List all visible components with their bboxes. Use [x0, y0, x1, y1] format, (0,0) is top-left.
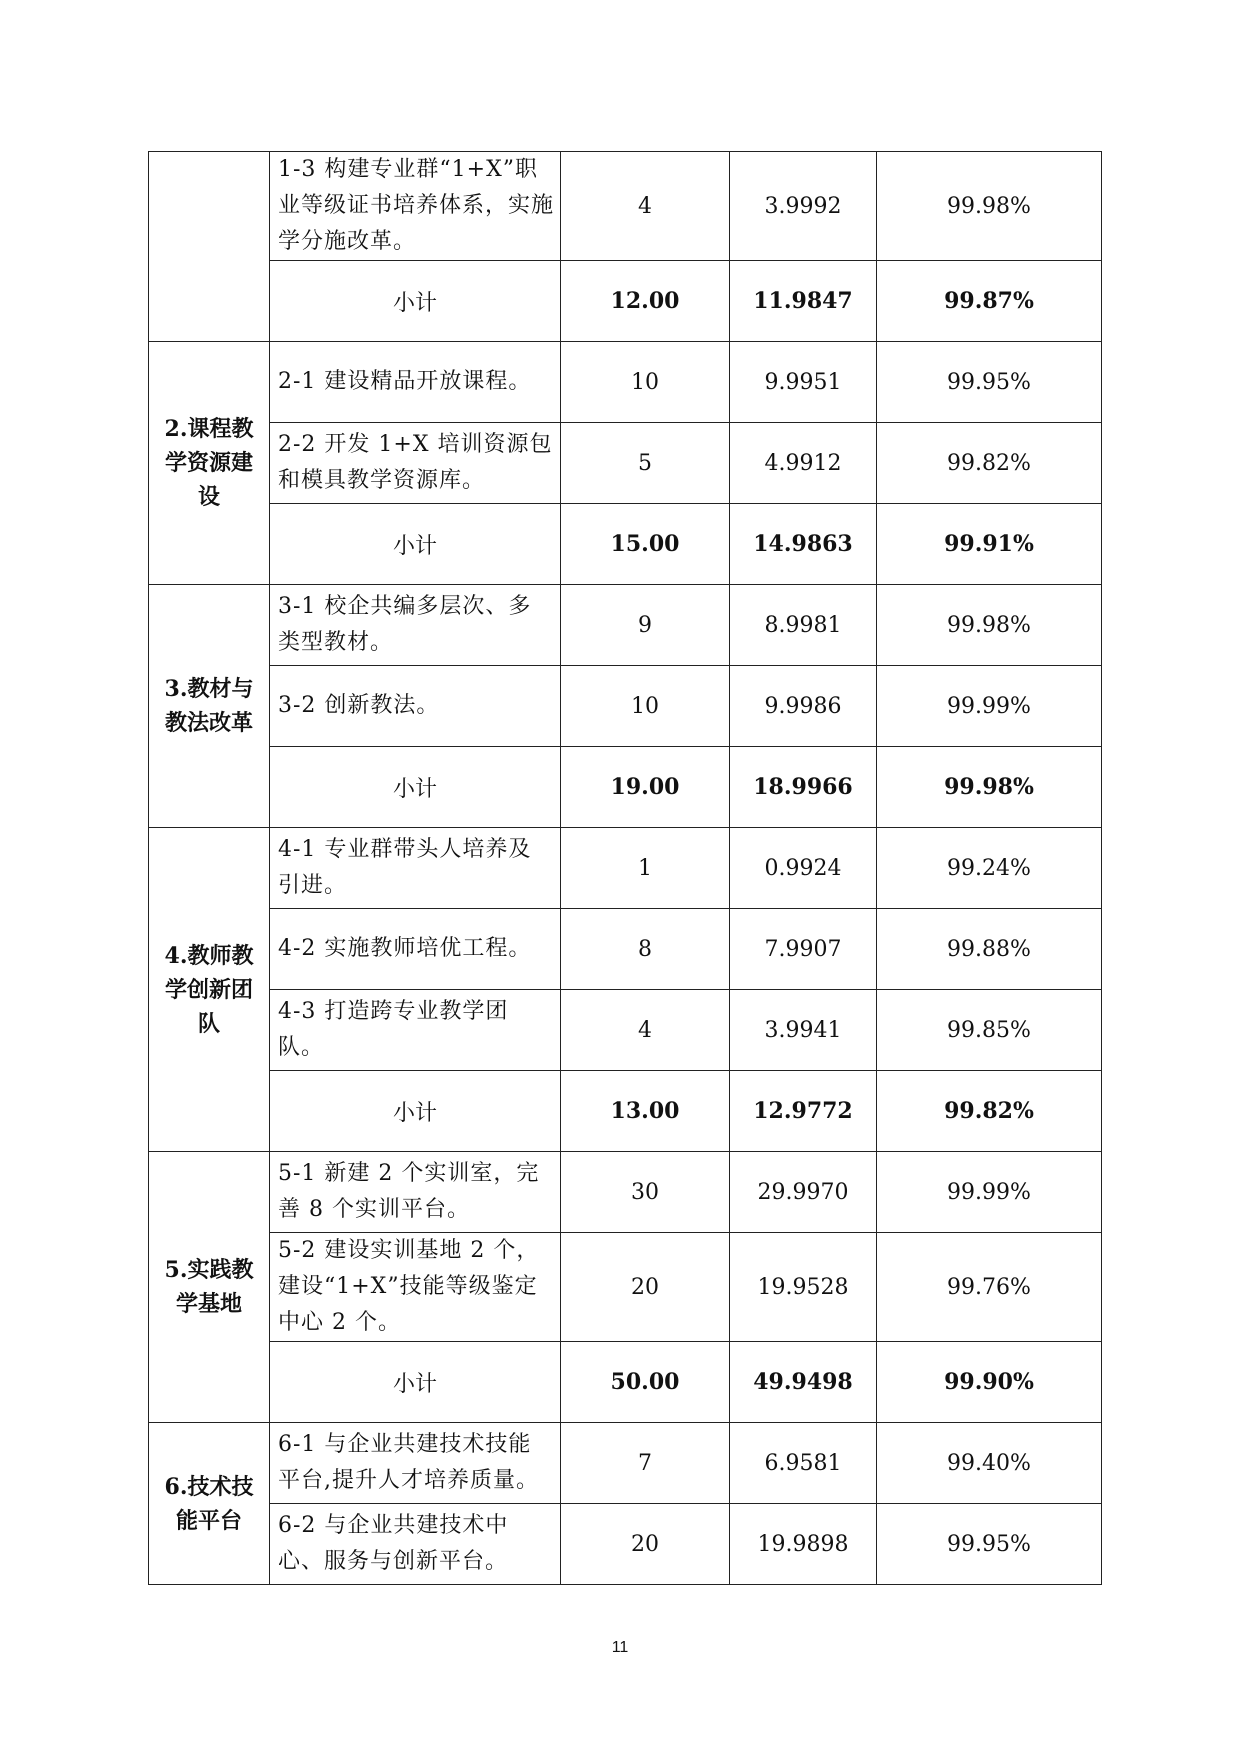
category-cell: 2.课程教学资源建设: [149, 342, 270, 585]
item-cell: 3-2 创新教法。: [270, 666, 561, 747]
item-cell: 2-2 开发 1+X 培训资源包和模具教学资源库。: [270, 423, 561, 504]
budget-cell: 19.00: [561, 747, 730, 828]
budget-cell: 30: [561, 1152, 730, 1233]
table-row: [149, 828, 1102, 909]
actual-cell: 29.9970: [730, 1152, 877, 1233]
page-number: 11: [611, 1639, 629, 1656]
budget-cell: 13.00: [561, 1071, 730, 1152]
actual-cell: 8.9981: [730, 585, 877, 666]
actual-cell: 9.9986: [730, 666, 877, 747]
subtotal-label: 小计: [270, 261, 561, 342]
subtotal-row: [149, 747, 1102, 828]
budget-cell: 10: [561, 666, 730, 747]
rate-cell: 99.98%: [877, 585, 1102, 666]
budget-cell: 1: [561, 828, 730, 909]
table-row: [149, 666, 1102, 747]
actual-cell: 12.9772: [730, 1071, 877, 1152]
table-row: [149, 152, 1102, 261]
item-cell: 2-1 建设精品开放课程。: [270, 342, 561, 423]
item-cell: 4-1 专业群带头人培养及引进。: [270, 828, 561, 909]
actual-cell: 49.9498: [730, 1342, 877, 1423]
table-row: [149, 423, 1102, 504]
item-cell: 5-2 建设实训基地 2 个，建设“1+X”技能等级鉴定中心 2 个。: [270, 1233, 561, 1342]
table-row: [149, 585, 1102, 666]
actual-cell: 18.9966: [730, 747, 877, 828]
subtotal-label: 小计: [270, 504, 561, 585]
rate-cell: 99.98%: [877, 747, 1102, 828]
budget-cell: 10: [561, 342, 730, 423]
actual-cell: 6.9581: [730, 1423, 877, 1504]
table-row: [149, 342, 1102, 423]
actual-cell: 11.9847: [730, 261, 877, 342]
budget-cell: 4: [561, 152, 730, 261]
rate-cell: 99.90%: [877, 1342, 1102, 1423]
item-cell: 6-2 与企业共建技术中心、服务与创新平台。: [270, 1504, 561, 1585]
actual-cell: 7.9907: [730, 909, 877, 990]
item-cell: 5-1 新建 2 个实训室，完善 8 个实训平台。: [270, 1152, 561, 1233]
budget-cell: 15.00: [561, 504, 730, 585]
budget-cell: 20: [561, 1504, 730, 1585]
subtotal-label: 小计: [270, 1071, 561, 1152]
item-cell: 3-1 校企共编多层次、多类型教材。: [270, 585, 561, 666]
actual-cell: 0.9924: [730, 828, 877, 909]
rate-cell: 99.99%: [877, 1152, 1102, 1233]
budget-cell: 12.00: [561, 261, 730, 342]
rate-cell: 99.76%: [877, 1233, 1102, 1342]
subtotal-row: [149, 1342, 1102, 1423]
actual-cell: 3.9941: [730, 990, 877, 1071]
category-cell: 6.技术技能平台: [149, 1423, 270, 1585]
category-cell: 3.教材与教法改革: [149, 585, 270, 828]
budget-cell: 9: [561, 585, 730, 666]
subtotal-row: [149, 504, 1102, 585]
rate-cell: 99.99%: [877, 666, 1102, 747]
item-cell: 4-3 打造跨专业教学团队。: [270, 990, 561, 1071]
rate-cell: 99.40%: [877, 1423, 1102, 1504]
item-cell: 4-2 实施教师培优工程。: [270, 909, 561, 990]
item-cell: 6-1 与企业共建技术技能平台,提升人才培养质量。: [270, 1423, 561, 1504]
actual-cell: 19.9528: [730, 1233, 877, 1342]
subtotal-row: [149, 261, 1102, 342]
rate-cell: 99.95%: [877, 1504, 1102, 1585]
budget-cell: 5: [561, 423, 730, 504]
item-cell: 1-3 构建专业群“1+X”职业等级证书培养体系，实施学分施改革。: [270, 152, 561, 261]
rate-cell: 99.85%: [877, 990, 1102, 1071]
rate-cell: 99.88%: [877, 909, 1102, 990]
table-row: [149, 1504, 1102, 1585]
category-cell: 4.教师教学创新团队: [149, 828, 270, 1152]
rate-cell: 99.82%: [877, 423, 1102, 504]
table-row: [149, 1152, 1102, 1233]
subtotal-row: [149, 1071, 1102, 1152]
rate-cell: 99.24%: [877, 828, 1102, 909]
budget-cell: 8: [561, 909, 730, 990]
budget-cell: 50.00: [561, 1342, 730, 1423]
rate-cell: 99.82%: [877, 1071, 1102, 1152]
actual-cell: 4.9912: [730, 423, 877, 504]
category-cell-empty: [149, 152, 270, 342]
actual-cell: 14.9863: [730, 504, 877, 585]
rate-cell: 99.95%: [877, 342, 1102, 423]
budget-cell: 20: [561, 1233, 730, 1342]
subtotal-label: 小计: [270, 747, 561, 828]
category-cell: 5.实践教学基地: [149, 1152, 270, 1423]
actual-cell: 3.9992: [730, 152, 877, 261]
rate-cell: 99.91%: [877, 504, 1102, 585]
table-row: [149, 909, 1102, 990]
table-row: [149, 1423, 1102, 1504]
table-row: [149, 1233, 1102, 1342]
actual-cell: 9.9951: [730, 342, 877, 423]
subtotal-label: 小计: [270, 1342, 561, 1423]
table-row: [149, 990, 1102, 1071]
budget-cell: 7: [561, 1423, 730, 1504]
rate-cell: 99.98%: [877, 152, 1102, 261]
budget-cell: 4: [561, 990, 730, 1071]
rate-cell: 99.87%: [877, 261, 1102, 342]
actual-cell: 19.9898: [730, 1504, 877, 1585]
budget-table: [148, 151, 1102, 1585]
